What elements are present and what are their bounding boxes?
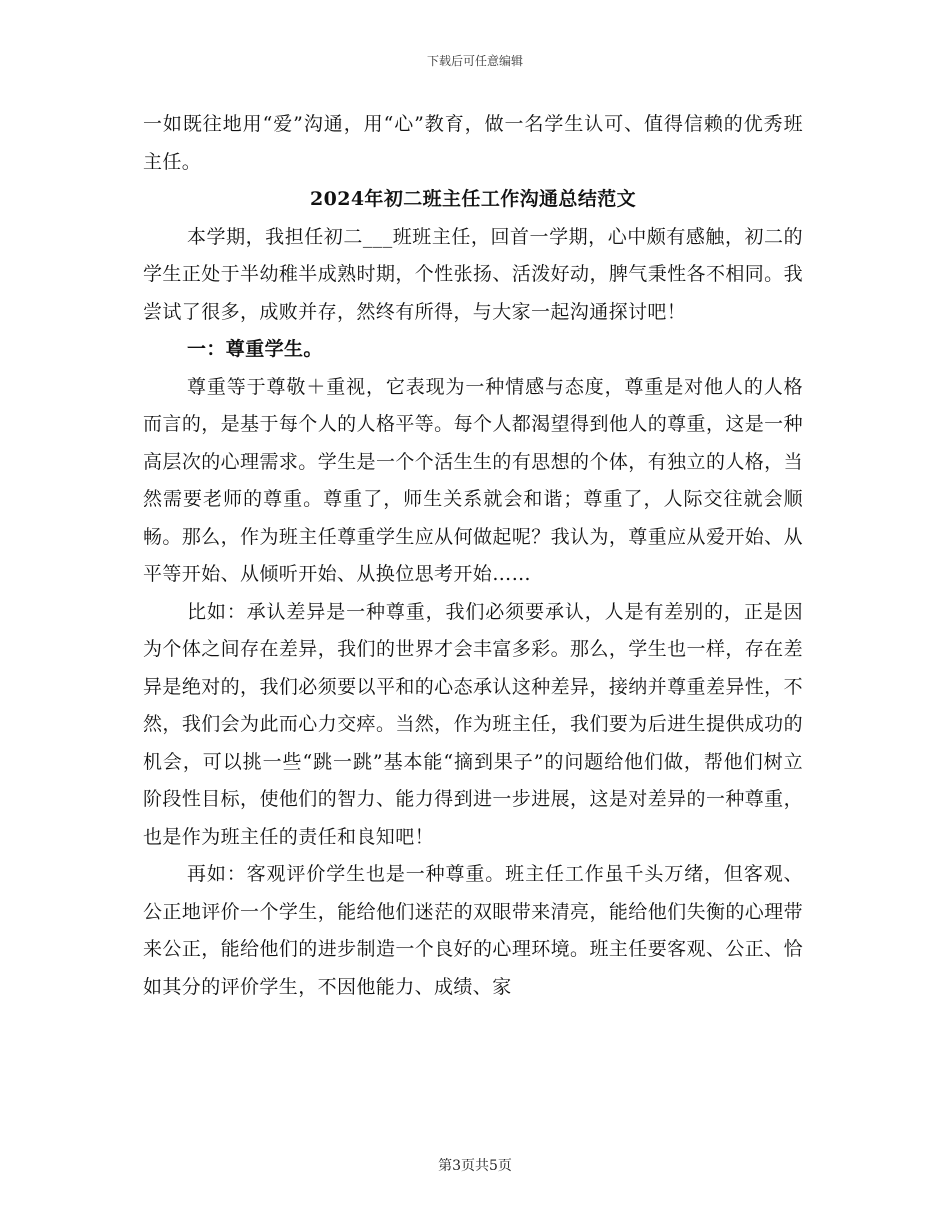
intro-paragraph: 一如既往地用“爱”沟通，用“心”教育，做一名学生认可、值得信赖的优秀班主任。 [143, 113, 803, 173]
document-body [143, 106, 803, 1006]
page-footer: 第3页共5页 [438, 1158, 512, 1174]
paragraph-opening: 本学期，我担任初二___班班主任，回首一学期，心中颇有感触，初二的学生正处于半幼稚半成熟时期，个性张扬、活泼好动，脾气秉性各不相同。我尝试了很多，成败并存，然终有所得，与大家一起沟通探讨吧！ [143, 225, 803, 323]
section-heading: 一：尊重学生。 [187, 338, 323, 360]
paragraph-example-evaluation: 再如：客观评价学生也是一种尊重。班主任工作虽千头万绪，但客观、公正地评价一个学生，能给他们迷茫的双眼带来清亮，能给他们失衡的心理带来公正，能给他们的进步制造一个良好的心理环境。班主任要客观、公正、恰如其分的评价学生，不因他能力、成绩、家 [143, 863, 803, 998]
paragraph-respect-definition: 尊重等于尊敬＋重视，它表现为一种情感与态度，尊重是对他人的人格而言的，是基于每个人的人格平等。每个人都渴望得到他人的尊重，这是一种高层次的心理需求。学生是一个个活生生的有思想的个体，有独立的人格，当然需要老师的尊重。尊重了，师生关系就会和谐；尊重了，人际交往就会顺畅。那么，作为班主任尊重学生应从何做起呢？我认为，尊重应从爱开始、从平等开始、从倾听开始、从换位思考开始…… [143, 375, 803, 585]
page-header: 下载后可任意编辑 [426, 54, 523, 68]
document-title: 2024年初二班主任工作沟通总结范文 [309, 188, 637, 210]
paragraph-example-differences: 比如：承认差异是一种尊重，我们必须要承认，人是有差别的，正是因为个体之间存在差异，我们的世界才会丰富多彩。那么，学生也一样，存在差异是绝对的，我们必须要以平和的心态承认这种差异，接纳并尊重差异性，不然，我们会为此而心力交瘁。当然，作为班主任，我们要为后进生提供成功的机会，可以挑一些“跳一跳”基本能“摘到果子”的问题给他们做，帮他们树立阶段性目标，使他们的智力、能力得到进一步进展，这是对差异的一种尊重，也是作为班主任的责任和良知吧！ [143, 600, 803, 848]
